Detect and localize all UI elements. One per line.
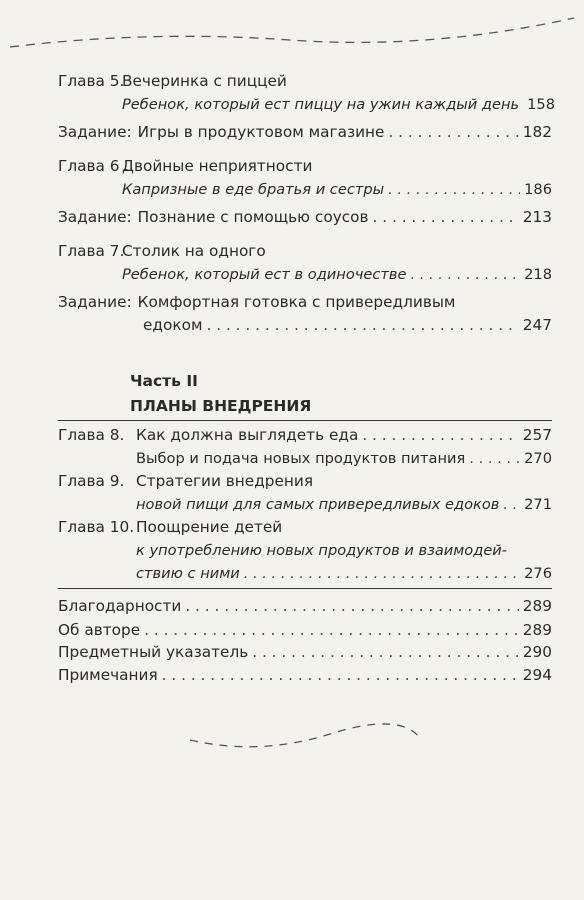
page-number: 257	[522, 426, 552, 444]
leader-dots	[410, 263, 520, 286]
page-number: 276	[524, 565, 552, 582]
entry-title: Благодарности	[58, 597, 182, 615]
chapter-label: Глава 7.	[58, 242, 125, 260]
leader-dots	[162, 664, 519, 687]
page-number: 182	[522, 123, 552, 141]
toc-entry-section[interactable]	[58, 447, 552, 470]
chapter-label: Глава 9.	[58, 472, 125, 490]
toc-entry-acknowledgments[interactable]	[58, 595, 552, 618]
toc-entry-task-1[interactable]	[58, 121, 552, 144]
chapter-label: Глава 10.	[58, 518, 135, 536]
page-number: 158	[527, 96, 555, 113]
page-number: 270	[524, 450, 552, 467]
task-label: Задание:	[58, 208, 132, 226]
chapter-subtitle: Ребенок, который ест в одиночестве	[122, 266, 407, 283]
chapter-label: Глава 8.	[58, 426, 125, 444]
chapter-title: Двойные неприятности	[122, 157, 313, 175]
entry-title: Предметный указатель	[58, 643, 249, 661]
task-title: Игры в продуктовом магазине	[137, 123, 385, 141]
page-number: 289	[522, 621, 552, 639]
leader-dots	[185, 595, 518, 618]
top-wave-ornament	[0, 0, 584, 60]
leader-dots	[207, 314, 519, 337]
chapter-label: Глава 5.	[58, 72, 125, 90]
leader-dots	[469, 447, 520, 470]
toc-entry-chapter-8[interactable]	[58, 424, 552, 447]
toc-entry-notes[interactable]	[58, 664, 552, 687]
entry-title: Об авторе	[58, 621, 141, 639]
section-title: Выбор и подача новых продуктов питания	[136, 450, 466, 467]
page-number: 289	[522, 597, 552, 615]
part-title: ПЛАНЫ ВНЕДРЕНИЯ	[130, 397, 312, 415]
leader-dots	[388, 121, 518, 144]
chapter-title: Стратегии внедрения	[136, 472, 314, 490]
leader-dots	[144, 619, 519, 642]
toc-entry-chapter-7[interactable]	[58, 240, 552, 286]
chapter-label: Глава 6 .	[58, 157, 130, 175]
toc-entry-about-author[interactable]	[58, 619, 552, 642]
chapter-subtitle: Ребенок, который ест пиццу на ужин каждый день	[122, 96, 520, 113]
toc-entry-task-3[interactable]	[58, 291, 552, 337]
task-label: Задание:	[58, 293, 132, 311]
chapter-title: Столик на одного	[122, 242, 266, 260]
page-number: 294	[522, 666, 552, 684]
chapter-title: Поощрение детей	[136, 518, 283, 536]
leader-dots	[362, 424, 518, 447]
back-matter-divider-line	[58, 588, 552, 589]
toc-entry-chapter-6[interactable]	[58, 155, 552, 201]
leader-dots	[373, 206, 519, 229]
page-number: 186	[524, 181, 552, 198]
page-number: 290	[522, 643, 552, 661]
task-title: Комфортная готовка с привередливым	[137, 293, 456, 311]
chapter-title: Как должна выглядеть еда	[136, 426, 359, 444]
part-number: Часть II	[130, 372, 198, 390]
task-title-continued: едоком	[143, 316, 203, 334]
leader-dots	[252, 641, 519, 664]
toc-entry-index[interactable]	[58, 641, 552, 664]
toc-entry-task-2[interactable]	[58, 206, 552, 229]
task-label: Задание:	[58, 123, 132, 141]
page-number: 213	[522, 208, 552, 226]
toc-entry-chapter-5[interactable]	[58, 70, 555, 116]
part-divider-line	[58, 420, 552, 421]
page-number: 247	[522, 316, 552, 334]
entry-title: Примечания	[58, 666, 158, 684]
page-number: 218	[524, 266, 552, 283]
chapter-title: Вечеринка с пиццей	[122, 72, 287, 90]
bottom-wave-ornament	[0, 712, 584, 772]
chapter-subtitle: новой пищи для самых привередливых едоков	[136, 496, 500, 513]
task-title: Познание с помощью соусов	[137, 208, 369, 226]
leader-dots	[503, 493, 520, 516]
toc-entry-chapter-9[interactable]	[58, 470, 552, 516]
chapter-subtitle: Капризные в еде братья и сестры	[122, 181, 385, 198]
chapter-subtitle: к употреблению новых продуктов и взаимодей-	[136, 542, 508, 559]
toc-entry-chapter-10[interactable]	[58, 516, 552, 585]
leader-dots	[244, 562, 520, 585]
chapter-subtitle-continued: ствию с ними	[136, 565, 240, 582]
page-number: 271	[524, 496, 552, 513]
leader-dots	[388, 178, 520, 201]
